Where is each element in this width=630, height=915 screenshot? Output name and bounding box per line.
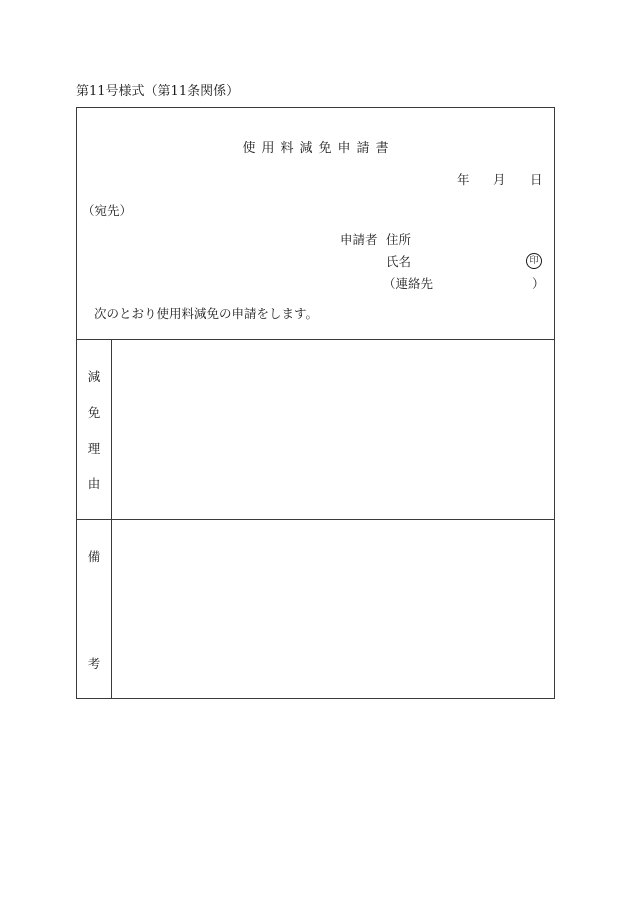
application-form [76,107,555,699]
applicant-label: 申請者 [340,232,378,247]
name-label: 氏名 [386,254,412,269]
reason-label-char-2: 免 [87,405,101,420]
seal-mark: 印 [526,253,542,269]
date-month: 月 [493,172,506,187]
contact-label: （連絡先 [383,276,434,291]
reason-label-char-1: 減 [87,369,101,384]
form-title: 使用料減免申請書 [242,141,395,156]
reason-label-char-4: 由 [87,476,101,491]
contact-close-paren: ） [532,276,545,291]
remarks-label-top: 備 [87,549,101,564]
address-label: 住所 [386,232,412,247]
remarks-field[interactable] [112,520,554,698]
date-day: 日 [530,172,543,187]
addressee-label: （宛先） [82,203,133,218]
date-year: 年 [457,172,470,187]
remarks-label-bottom: 考 [87,656,101,671]
reason-label-char-3: 理 [87,441,101,456]
application-statement: 次のとおり使用料減免の申請をします。 [94,306,319,321]
form-number-label: 第11号様式（第11条関係） [76,84,240,99]
reason-field[interactable] [112,340,554,519]
